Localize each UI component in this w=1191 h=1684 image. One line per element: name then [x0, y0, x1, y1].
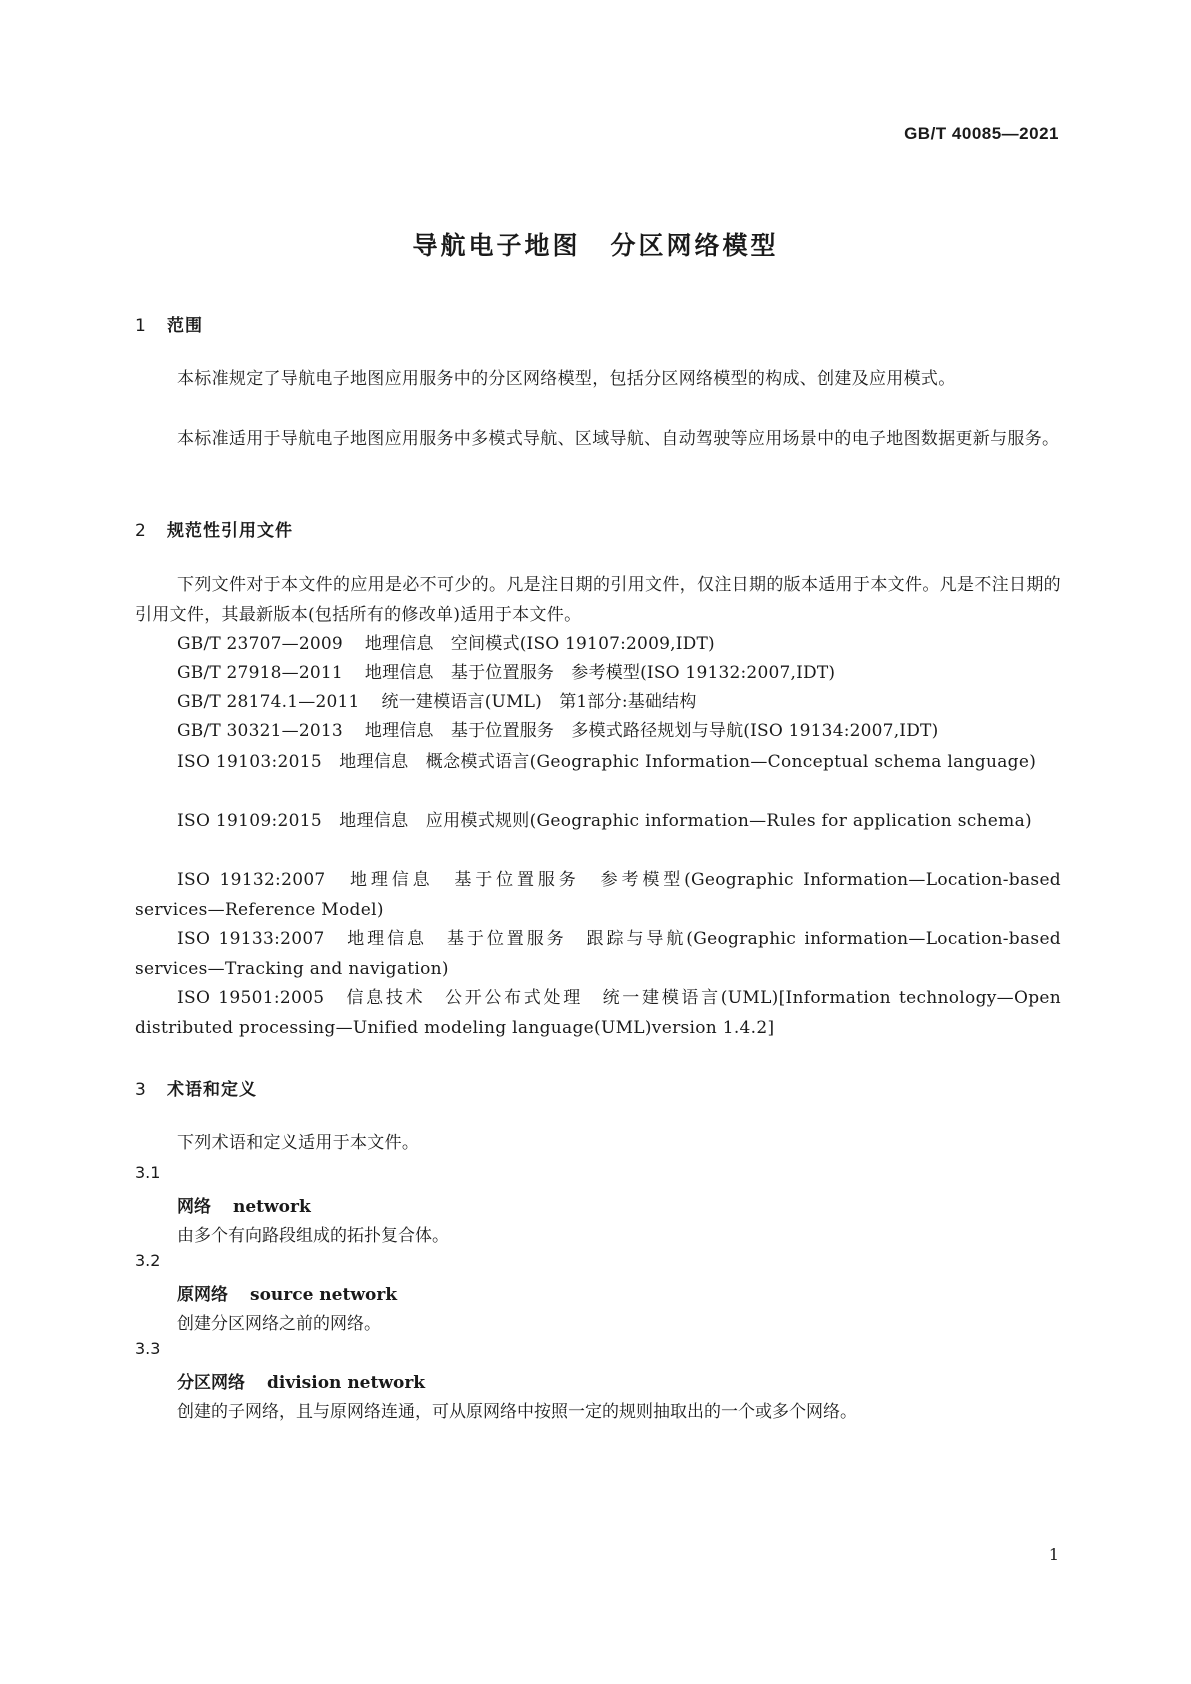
- section-number: 1: [135, 316, 147, 336]
- terms-intro: 下列术语和定义适用于本文件。: [177, 1133, 420, 1153]
- term-name-en: network: [233, 1197, 311, 1217]
- reference-title: 地理信息 空间模式(ISO 19107:2009,IDT): [364, 634, 715, 654]
- document-title: [0, 226, 1191, 262]
- title-part-1: 导航电子地图: [412, 231, 581, 260]
- reference-title: 地理信息 基于位置服务 参考模型(ISO 19132:2007,IDT): [364, 663, 836, 683]
- term-name-en: source network: [250, 1285, 398, 1305]
- reference-title: 地理信息 基于位置服务 跟踪与导航(Geographic information—Location-based services—Tracking and navigation): [135, 929, 1061, 979]
- reference-title: 地理信息 概念模式语言(Geographic Information—Conceptual schema language): [339, 752, 1037, 772]
- term-definition: 由多个有向路段组成的拓扑复合体。: [177, 1226, 449, 1246]
- reference-code: ISO 19132:2007: [177, 870, 326, 890]
- scope-paragraph-2: 本标准适用于导航电子地图应用服务中多模式导航、区域导航、自动驾驶等应用场景中的电子地图数据更新与服务。: [177, 429, 1060, 449]
- reference-title: 地理信息 基于位置服务 参考模型(Geographic Information—Location-based services—Reference Model): [135, 870, 1061, 920]
- term-name-en: division network: [267, 1373, 426, 1393]
- reference-code: ISO 19103:2015: [177, 752, 322, 772]
- section-title: 术语和定义: [167, 1080, 257, 1100]
- term-name: [177, 1192, 311, 1217]
- section-1-heading: [135, 311, 203, 336]
- reference-title: 地理信息 应用模式规则(Geographic information—Rules for application schema): [339, 811, 1032, 831]
- section-title: 范围: [167, 316, 203, 336]
- term-name-cn: 原网络: [177, 1285, 228, 1305]
- term-number: 3.3: [135, 1339, 161, 1358]
- title-part-2: 分区网络模型: [610, 231, 779, 260]
- term-name: [177, 1280, 397, 1305]
- term-definition: 创建的子网络，且与原网络连通，可从原网络中按照一定的规则抽取出的一个或多个网络。: [177, 1402, 857, 1422]
- term-name: [177, 1368, 425, 1393]
- term-number: 3.2: [135, 1251, 161, 1270]
- reference-item: [135, 747, 1061, 777]
- reference-title: 地理信息 基于位置服务 多模式路径规划与导航(ISO 19134:2007,IDT): [364, 721, 939, 741]
- reference-item: [177, 716, 938, 746]
- reference-code: ISO 19501:2005: [177, 988, 325, 1008]
- reference-code: ISO 19109:2015: [177, 811, 322, 831]
- page-number: 1: [1048, 1545, 1059, 1564]
- standard-number: GB/T 40085—2021: [904, 124, 1059, 143]
- reference-title: 统一建模语言(UML) 第1部分:基础结构: [381, 692, 697, 712]
- reference-item: [135, 983, 1061, 1043]
- scope-paragraph-1: 本标准规定了导航电子地图应用服务中的分区网络模型，包括分区网络模型的构成、创建及应用模式。: [177, 369, 956, 389]
- term-name-cn: 分区网络: [177, 1373, 245, 1393]
- references-intro: 下列文件对于本文件的应用是必不可少的。凡是注日期的引用文件，仅注日期的版本适用于本文件。凡是不注日期的引用文件，其最新版本(包括所有的修改单)适用于本文件。: [135, 575, 1061, 625]
- reference-title: 信息技术 公开公布式处理 统一建模语言(UML)[Information technology—Open distributed processing—Unified modeling language(UML)version 1.4.2]: [135, 988, 1061, 1038]
- reference-item: [135, 865, 1061, 925]
- reference-item: [177, 658, 835, 688]
- term-number: 3.1: [135, 1163, 161, 1182]
- section-2-heading: [135, 516, 293, 541]
- reference-code: GB/T 23707—2009: [177, 634, 343, 654]
- reference-code: GB/T 27918—2011: [177, 663, 343, 683]
- reference-code: GB/T 30321—2013: [177, 721, 343, 741]
- reference-code: ISO 19133:2007: [177, 929, 325, 949]
- reference-item: [135, 924, 1061, 984]
- section-title: 规范性引用文件: [167, 521, 293, 541]
- term-definition: 创建分区网络之前的网络。: [177, 1314, 381, 1334]
- reference-item: [177, 629, 715, 659]
- section-number: 2: [135, 521, 147, 541]
- section-3-heading: [135, 1075, 257, 1100]
- term-name-cn: 网络: [177, 1197, 211, 1217]
- section-number: 3: [135, 1080, 147, 1100]
- reference-item: [135, 806, 1061, 836]
- reference-item: [177, 687, 697, 717]
- reference-code: GB/T 28174.1—2011: [177, 692, 360, 712]
